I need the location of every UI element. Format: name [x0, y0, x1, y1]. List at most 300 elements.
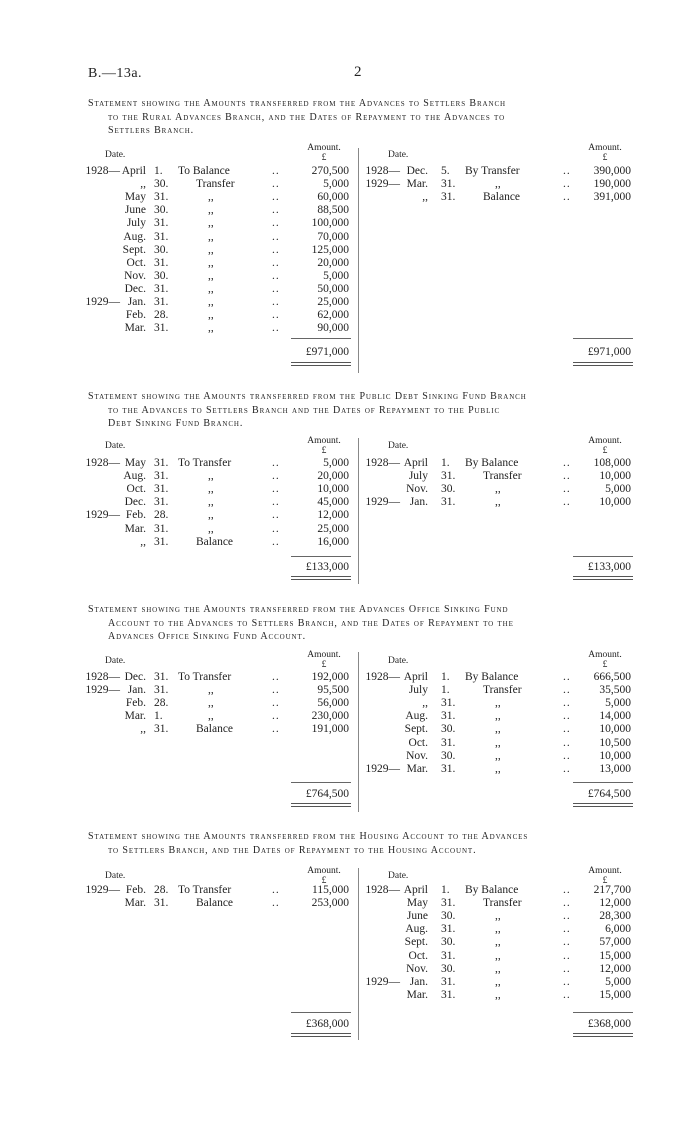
entry-description: To Balance [178, 165, 230, 177]
ledger-row [0, 723, 700, 736]
ledger-row [0, 217, 700, 230]
statement-title-line: Statement showing the Amounts transferred from the Advances Office Sinking Fund [88, 604, 509, 615]
amount-column-header [299, 866, 349, 886]
entry-month: April [403, 671, 428, 683]
leader-dots: .. [272, 282, 280, 295]
entry-amount: 6,000 [605, 923, 631, 936]
entry-month: Dec. [124, 282, 146, 295]
entry-month: July [408, 684, 428, 697]
entry-month: Mar. [124, 322, 146, 335]
entry-amount: 50,000 [317, 282, 349, 295]
statement-total: £368,000 [587, 1018, 631, 1030]
entry-amount: 16,000 [317, 535, 349, 548]
entry-description: ,, [208, 710, 214, 723]
entry-month: Oct. [408, 736, 428, 749]
entry-month: Jan. [409, 496, 428, 509]
entry-amount: 14,000 [599, 710, 631, 723]
entry-amount: 88,500 [317, 204, 349, 217]
entry-year: 1928— [365, 457, 400, 469]
statement-title-line: to Settlers Branch, and the Dates of Repayment to the Housing Account. [108, 844, 477, 856]
entry-amount: 10,000 [599, 496, 631, 509]
entry-month: ,, [140, 535, 146, 548]
entry-description: ,, [208, 282, 214, 295]
entry-day: 1. [441, 884, 450, 896]
total-double-rule [573, 362, 633, 366]
entry-description: Transfer [196, 178, 235, 191]
total-rule [291, 556, 351, 557]
entry-month: ,, [422, 697, 428, 710]
entry-day: 31. [441, 975, 456, 988]
entry-amount: 5,000 [605, 975, 631, 988]
statement-title [88, 830, 644, 857]
entry-description: ,, [208, 204, 214, 217]
entry-description: ,, [495, 988, 501, 1001]
column-divider [358, 652, 359, 812]
entry-amount: 115,000 [312, 884, 349, 896]
entry-day: 31. [154, 217, 169, 230]
entry-day: 31. [441, 191, 456, 204]
leader-dots: .. [563, 496, 571, 509]
ledger-row [0, 950, 700, 963]
entry-amount: 192,000 [311, 671, 349, 683]
entry-day: 31. [154, 496, 169, 509]
entry-description: ,, [495, 949, 501, 962]
entry-month: April [121, 165, 146, 177]
entry-day: 31. [154, 535, 169, 548]
ledger-row [0, 963, 700, 976]
entry-year: 1929— [85, 684, 120, 697]
ledger-row [0, 750, 700, 763]
amount-caption: Amount. [588, 143, 622, 153]
entry-day: 31. [441, 949, 456, 962]
leader-dots: .. [563, 723, 571, 736]
entry-month: Oct. [126, 256, 146, 269]
entry-description: ,, [495, 762, 501, 775]
entry-year: 1928— [85, 671, 120, 683]
ledger-row [0, 296, 700, 309]
total-rule [291, 338, 351, 339]
total-double-rule [291, 362, 351, 366]
total-double-rule [291, 576, 351, 580]
entry-day: 31. [154, 191, 169, 204]
total-double-rule [573, 803, 633, 807]
entry-month: May [406, 897, 428, 910]
date-column-header: Date. [388, 656, 409, 666]
entry-amount: 45,000 [317, 496, 349, 509]
leader-dots: .. [272, 269, 280, 282]
leader-dots: .. [563, 483, 571, 496]
entry-month: Mar. [406, 762, 428, 775]
leader-dots: .. [272, 710, 280, 723]
leader-dots: .. [563, 923, 571, 936]
ledger-row [0, 936, 700, 949]
entry-month: Nov. [124, 269, 146, 282]
entry-description: Transfer [483, 470, 522, 483]
amount-caption: Amount. [307, 650, 341, 660]
statement-total: £764,500 [587, 788, 631, 800]
ledger-row [0, 737, 700, 750]
entry-month: Mar. [124, 710, 146, 723]
entry-description: ,, [495, 975, 501, 988]
entry-amount: 13,000 [599, 762, 631, 775]
pound-sign: £ [602, 660, 608, 670]
entry-year: 1929— [85, 884, 120, 896]
column-divider [358, 868, 359, 1040]
entry-description: ,, [495, 936, 501, 949]
entry-month: ,, [422, 191, 428, 204]
ledger-row [0, 231, 700, 244]
entry-month: Mar. [406, 178, 428, 191]
total-double-rule [573, 1033, 633, 1037]
entry-description: By Transfer [465, 165, 520, 177]
entry-description: Transfer [483, 897, 522, 910]
entry-month: Feb. [125, 884, 146, 896]
entry-amount: 10,000 [599, 749, 631, 762]
entry-amount: 15,000 [599, 949, 631, 962]
leader-dots: .. [272, 204, 280, 217]
ledger-row [0, 178, 700, 191]
entry-year: 1929— [85, 509, 120, 522]
entry-amount: 10,000 [599, 470, 631, 483]
amount-column-header [299, 143, 349, 163]
entry-amount: 20,000 [317, 470, 349, 483]
amount-caption: Amount. [588, 650, 622, 660]
entry-amount: 5,000 [323, 178, 349, 191]
entry-day: 30. [441, 483, 456, 496]
entry-amount: 253,000 [311, 897, 349, 910]
statement-title-line: to the Rural Advances Branch, and the Dates of Repayment to the Advances to [108, 111, 506, 123]
ledger-row [0, 697, 700, 710]
entry-description: ,, [495, 178, 501, 191]
date-column-header: Date. [105, 441, 126, 451]
leader-dots: .. [563, 697, 571, 710]
entry-day: 30. [154, 243, 169, 256]
leader-dots: .. [563, 988, 571, 1001]
ledger-row [0, 204, 700, 217]
entry-month: Dec. [124, 496, 146, 509]
entry-day: 31. [441, 923, 456, 936]
entry-amount: 5,000 [605, 697, 631, 710]
ledger-row [0, 309, 700, 322]
leader-dots: .. [563, 897, 571, 910]
entry-month: Aug. [123, 470, 146, 483]
leader-dots: .. [272, 178, 280, 191]
leader-dots: .. [272, 496, 280, 509]
entry-amount: 217,700 [593, 884, 631, 896]
ledger-row [0, 523, 700, 536]
entry-month: May [124, 457, 146, 469]
entry-description: ,, [208, 296, 214, 308]
entry-amount: 108,000 [593, 457, 631, 469]
amount-column-header [299, 436, 349, 456]
entry-month: Dec. [406, 165, 428, 177]
leader-dots: .. [272, 243, 280, 256]
entry-month: June [124, 204, 146, 217]
ledger-row [0, 457, 700, 470]
statement-title [88, 390, 644, 431]
pound-sign: £ [602, 446, 608, 456]
entry-month: Mar. [124, 522, 146, 535]
leader-dots: .. [272, 897, 280, 910]
entry-amount: 62,000 [317, 309, 349, 322]
statement-total: £971,000 [587, 346, 631, 358]
leader-dots: .. [272, 684, 280, 697]
entry-month: Feb. [125, 509, 146, 522]
entry-amount: 5,000 [605, 483, 631, 496]
total-rule [573, 1012, 633, 1013]
entry-year: 1928— [365, 884, 400, 896]
entry-amount: 70,000 [317, 230, 349, 243]
statement-title-line: Advances Office Sinking Fund Account. [108, 631, 307, 642]
leader-dots: .. [272, 191, 280, 204]
entry-amount: 100,000 [311, 217, 349, 230]
leader-dots: .. [272, 457, 280, 469]
amount-column-header [580, 866, 630, 886]
leader-dots: .. [563, 949, 571, 962]
entry-day: 31. [154, 483, 169, 496]
pound-sign: £ [321, 660, 327, 670]
entry-amount: 230,000 [311, 710, 349, 723]
leader-dots: .. [563, 684, 571, 697]
entry-day: 31. [441, 470, 456, 483]
amount-column-header [580, 143, 630, 163]
entry-day: 5. [441, 165, 450, 177]
statement-total: £764,500 [305, 788, 349, 800]
entry-day: 30. [154, 269, 169, 282]
entry-month: July [408, 470, 428, 483]
entry-amount: 10,000 [599, 723, 631, 736]
entry-description: ,, [208, 256, 214, 269]
entry-year: 1929— [365, 762, 400, 775]
entry-description: ,, [208, 309, 214, 322]
entry-description: By Balance [465, 884, 519, 896]
leader-dots: .. [563, 178, 571, 191]
statement-total: £133,000 [587, 561, 631, 573]
entry-description: ,, [495, 697, 501, 710]
entry-description: Balance [196, 535, 234, 548]
entry-month: Mar. [124, 897, 146, 910]
entry-month: Aug. [123, 230, 146, 243]
entry-month: June [406, 910, 428, 923]
entry-day: 30. [441, 936, 456, 949]
entry-day: 31. [441, 178, 456, 191]
leader-dots: .. [272, 322, 280, 335]
entry-amount: 5,000 [323, 269, 349, 282]
entry-description: Balance [196, 723, 234, 736]
amount-caption: Amount. [588, 436, 622, 446]
leader-dots: .. [272, 470, 280, 483]
entry-description: Balance [483, 191, 521, 204]
entry-month: Nov. [406, 962, 428, 975]
entry-amount: 10,500 [599, 736, 631, 749]
entry-day: 1. [154, 165, 163, 177]
entry-description: To Transfer [178, 671, 232, 683]
entry-day: 31. [154, 230, 169, 243]
entry-day: 1. [441, 684, 450, 697]
entry-amount: 12,000 [599, 897, 631, 910]
leader-dots: .. [563, 671, 571, 683]
date-column-header: Date. [388, 150, 409, 160]
entry-amount: 15,000 [599, 988, 631, 1001]
leader-dots: .. [563, 165, 571, 177]
leader-dots: .. [272, 309, 280, 322]
entry-month: Aug. [405, 710, 428, 723]
entry-year: 1928— [85, 165, 120, 177]
entry-description: ,, [495, 749, 501, 762]
entry-description: ,, [208, 496, 214, 509]
total-rule [573, 556, 633, 557]
amount-caption: Amount. [588, 866, 622, 876]
leader-dots: .. [563, 710, 571, 723]
entry-description: ,, [208, 322, 214, 335]
ledger-row [0, 884, 700, 897]
ledger-row [0, 684, 700, 697]
entry-day: 1. [441, 457, 450, 469]
entry-day: 30. [154, 204, 169, 217]
leader-dots: .. [272, 230, 280, 243]
statement-title-line: Statement showing the Amounts transferred from the Advances to Settlers Branch [88, 98, 506, 109]
total-rule [291, 782, 351, 783]
entry-description: ,, [208, 697, 214, 710]
leader-dots: .. [563, 884, 571, 896]
entry-day: 31. [441, 697, 456, 710]
column-divider [358, 148, 359, 373]
entry-description: By Balance [465, 457, 519, 469]
total-rule [573, 782, 633, 783]
leader-dots: .. [272, 296, 280, 308]
entry-description: ,, [495, 496, 501, 509]
entry-amount: 270,500 [311, 165, 349, 177]
entry-amount: 190,000 [593, 178, 631, 191]
entry-day: 31. [441, 710, 456, 723]
entry-amount: 10,000 [317, 483, 349, 496]
entry-month: Jan. [127, 684, 146, 697]
entry-month: Oct. [126, 483, 146, 496]
entry-description: Transfer [483, 684, 522, 697]
leader-dots: .. [563, 910, 571, 923]
entry-day: 31. [154, 296, 169, 308]
entry-day: 31. [154, 282, 169, 295]
entry-day: 31. [441, 762, 456, 775]
entry-month: May [124, 191, 146, 204]
entry-description: ,, [208, 191, 214, 204]
ledger-row [0, 322, 700, 335]
leader-dots: .. [272, 535, 280, 548]
leader-dots: .. [563, 749, 571, 762]
statement-total: £368,000 [305, 1018, 349, 1030]
entry-month: Jan. [127, 296, 146, 308]
entry-day: 30. [441, 749, 456, 762]
amount-caption: Amount. [307, 866, 341, 876]
entry-month: April [403, 884, 428, 896]
statement-total: £133,000 [305, 561, 349, 573]
ledger-row [0, 165, 700, 178]
entry-amount: 35,500 [599, 684, 631, 697]
entry-month: Oct. [408, 949, 428, 962]
entry-description: ,, [208, 522, 214, 535]
ledger-row [0, 536, 700, 549]
entry-day: 28. [154, 884, 169, 896]
amount-column-header [580, 436, 630, 456]
entry-day: 31. [154, 457, 169, 469]
statement-title-line: Account to the Advances to Settlers Branch, and the Dates of Repayment to the [108, 617, 514, 629]
entry-description: ,, [495, 710, 501, 723]
total-rule [291, 1012, 351, 1013]
entry-description: ,, [495, 923, 501, 936]
ledger-row [0, 283, 700, 296]
leader-dots: .. [272, 483, 280, 496]
entry-day: 31. [154, 723, 169, 736]
entry-month: ,, [140, 723, 146, 736]
entry-day: 30. [441, 962, 456, 975]
entry-amount: 666,500 [593, 671, 631, 683]
leader-dots: .. [272, 165, 280, 177]
entry-day: 30. [441, 723, 456, 736]
ledger-row [0, 509, 700, 522]
entry-description: ,, [208, 483, 214, 496]
ledger-row [0, 483, 700, 496]
entry-month: Nov. [406, 749, 428, 762]
leader-dots: .. [563, 962, 571, 975]
entry-amount: 57,000 [599, 936, 631, 949]
ledger-row [0, 910, 700, 923]
entry-description: ,, [495, 736, 501, 749]
column-divider [358, 438, 359, 584]
amount-column-header [299, 650, 349, 670]
entry-day: 28. [154, 697, 169, 710]
entry-month: ,, [140, 178, 146, 191]
entry-amount: 60,000 [317, 191, 349, 204]
entry-description: To Transfer [178, 457, 232, 469]
date-column-header: Date. [388, 441, 409, 451]
entry-amount: 5,000 [323, 457, 349, 469]
date-column-header: Date. [105, 150, 126, 160]
entry-month: April [403, 457, 428, 469]
entry-day: 31. [154, 322, 169, 335]
statement-total: £971,000 [305, 346, 349, 358]
entry-day: 1. [441, 671, 450, 683]
entry-month: Feb. [125, 697, 146, 710]
entry-amount: 95,500 [317, 684, 349, 697]
leader-dots: .. [272, 256, 280, 269]
entry-amount: 12,000 [317, 509, 349, 522]
total-rule [573, 338, 633, 339]
entry-day: 31. [154, 522, 169, 535]
ledger-row [0, 989, 700, 1002]
leader-dots: .. [272, 509, 280, 522]
date-column-header: Date. [105, 871, 126, 881]
entry-month: Sept. [404, 936, 428, 949]
entry-day: 1. [154, 710, 163, 723]
leader-dots: .. [563, 975, 571, 988]
total-double-rule [291, 1033, 351, 1037]
document-reference: B.—13a. [88, 66, 143, 81]
entry-description: ,, [495, 483, 501, 496]
entry-year: 1929— [365, 178, 400, 191]
pound-sign: £ [321, 876, 327, 886]
ledger-row [0, 897, 700, 910]
pound-sign: £ [321, 446, 327, 456]
entry-description: To Transfer [178, 884, 232, 896]
leader-dots: .. [272, 671, 280, 683]
ledger-row [0, 671, 700, 684]
entry-description: Balance [196, 897, 234, 910]
entry-amount: 28,300 [599, 910, 631, 923]
statement-title [88, 603, 644, 644]
entry-description: ,, [208, 217, 214, 230]
leader-dots: .. [563, 936, 571, 949]
entry-description: By Balance [465, 671, 519, 683]
